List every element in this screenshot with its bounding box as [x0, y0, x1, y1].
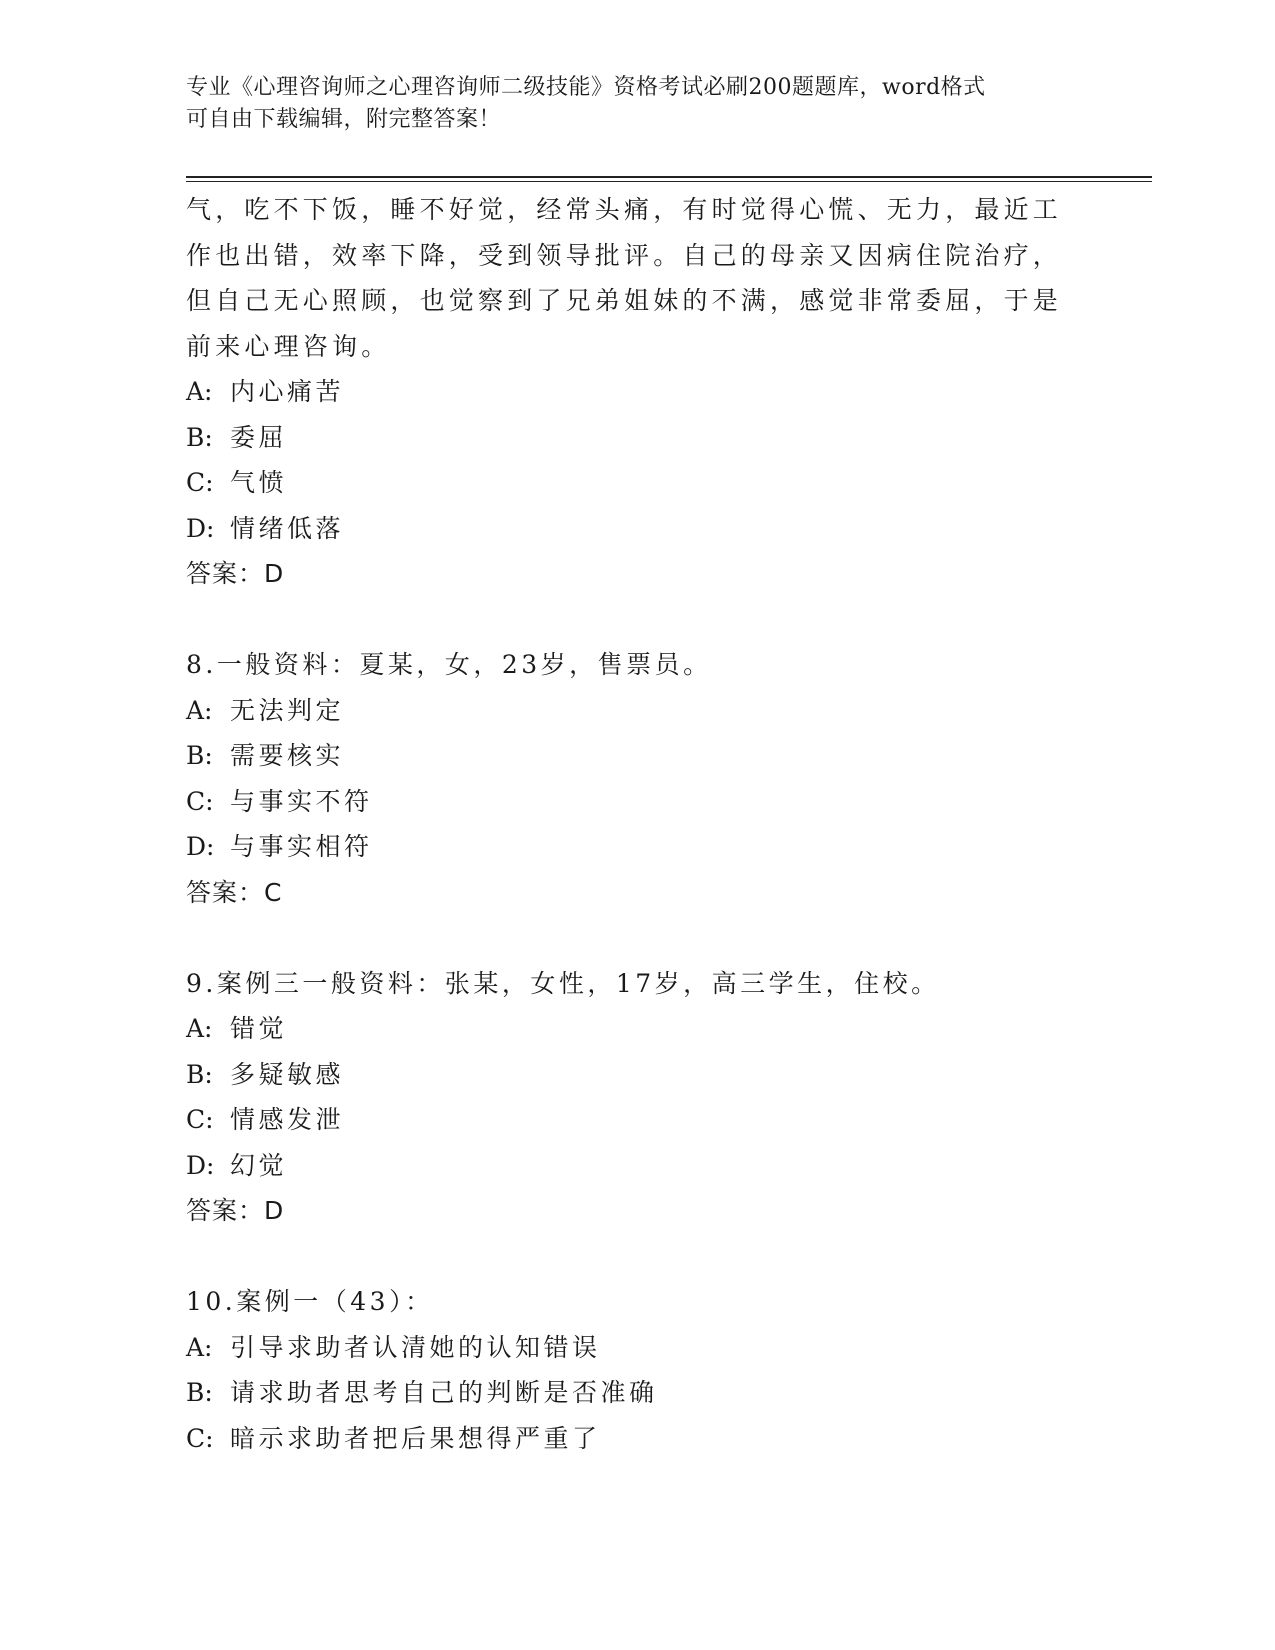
question-8: [186, 642, 1086, 915]
header-title-line-1: 专业《心理咨询师之心理咨询师二级技能》资格考试必刷200题题库，word格式: [186, 75, 986, 100]
option-text: 无法判定: [230, 695, 345, 725]
option-b: [186, 1052, 1086, 1098]
option-text: 请求助者思考自己的判断是否准确: [230, 1378, 658, 1407]
option-c: [186, 1097, 1086, 1143]
option-key: B:: [186, 741, 213, 770]
option-key: A:: [186, 1014, 213, 1043]
question-10: [186, 1279, 1086, 1461]
option-key: C:: [186, 468, 214, 497]
question-7-continuation: [186, 187, 1086, 597]
question-text-line: 作也出错，效率下降，受到领导批评。自己的母亲又因病住院治疗，: [186, 240, 1063, 270]
option-text: 与事实不符: [230, 786, 373, 816]
question-text-line: 气，吃不下饭，睡不好觉，经常头痛，有时觉得心慌、无力，最近工: [186, 195, 1063, 224]
document-header: [186, 72, 1066, 136]
option-a: [186, 1006, 1086, 1052]
question-stem: 8.一般资料：夏某，女，23岁，售票员。: [186, 650, 712, 679]
option-key: B:: [186, 1059, 213, 1089]
option-d: [186, 1143, 1086, 1189]
option-key: B:: [186, 422, 213, 452]
option-text: 幻觉: [230, 1150, 288, 1180]
option-text: 多疑敏感: [230, 1059, 345, 1089]
document-body: [186, 187, 1086, 1461]
option-b: [186, 733, 1086, 779]
option-key: D:: [186, 513, 215, 543]
question-text-line: 前来心理咨询。: [186, 331, 391, 361]
option-key: C:: [186, 1105, 214, 1134]
question-9: [186, 961, 1086, 1234]
option-key: A:: [186, 1332, 213, 1362]
option-text: 内心痛苦: [230, 377, 345, 406]
option-d: [186, 824, 1086, 870]
option-c: [186, 1416, 1086, 1462]
option-key: A:: [186, 695, 213, 725]
header-divider-thin: [186, 181, 1152, 182]
header-title-line-2: 可自由下载编辑，附完整答案！: [186, 107, 502, 132]
option-key: C:: [186, 786, 214, 816]
answer-line: 答案：D: [186, 559, 285, 588]
option-d: [186, 506, 1086, 552]
option-text: 需要核实: [230, 741, 345, 770]
spacer: [186, 597, 1086, 643]
spacer: [186, 915, 1086, 961]
option-c: [186, 460, 1086, 506]
option-text: 情绪低落: [230, 513, 345, 543]
answer-line: 答案：D: [186, 1196, 285, 1225]
option-key: A:: [186, 377, 213, 406]
option-b: [186, 1370, 1086, 1416]
option-text: 委屈: [230, 422, 288, 452]
question-stem: 9.案例三一般资料：张某，女性，17岁，高三学生，住校。: [186, 968, 940, 998]
option-key: D:: [186, 832, 215, 861]
option-text: 情感发泄: [230, 1105, 345, 1134]
answer-line: 答案：C: [186, 877, 283, 907]
option-key: C:: [186, 1423, 214, 1453]
option-a: [186, 1325, 1086, 1371]
option-text: 错觉: [230, 1014, 288, 1043]
option-text: 引导求助者认清她的认知错误: [230, 1332, 601, 1362]
option-text: 与事实相符: [230, 832, 373, 861]
question-text-line: 但自己无心照顾，也觉察到了兄弟姐妹的不满，感觉非常委屈，于是: [186, 286, 1063, 315]
option-a: [186, 688, 1086, 734]
option-key: B:: [186, 1378, 213, 1407]
option-text: 气愤: [230, 468, 288, 497]
question-stem: 10.案例一（43）：: [186, 1287, 434, 1316]
option-b: [186, 415, 1086, 461]
header-divider-thick: [186, 176, 1152, 178]
option-text: 暗示求助者把后果想得严重了: [230, 1423, 601, 1453]
spacer: [186, 1234, 1086, 1280]
option-key: D:: [186, 1150, 215, 1180]
option-c: [186, 779, 1086, 825]
option-a: [186, 369, 1086, 415]
